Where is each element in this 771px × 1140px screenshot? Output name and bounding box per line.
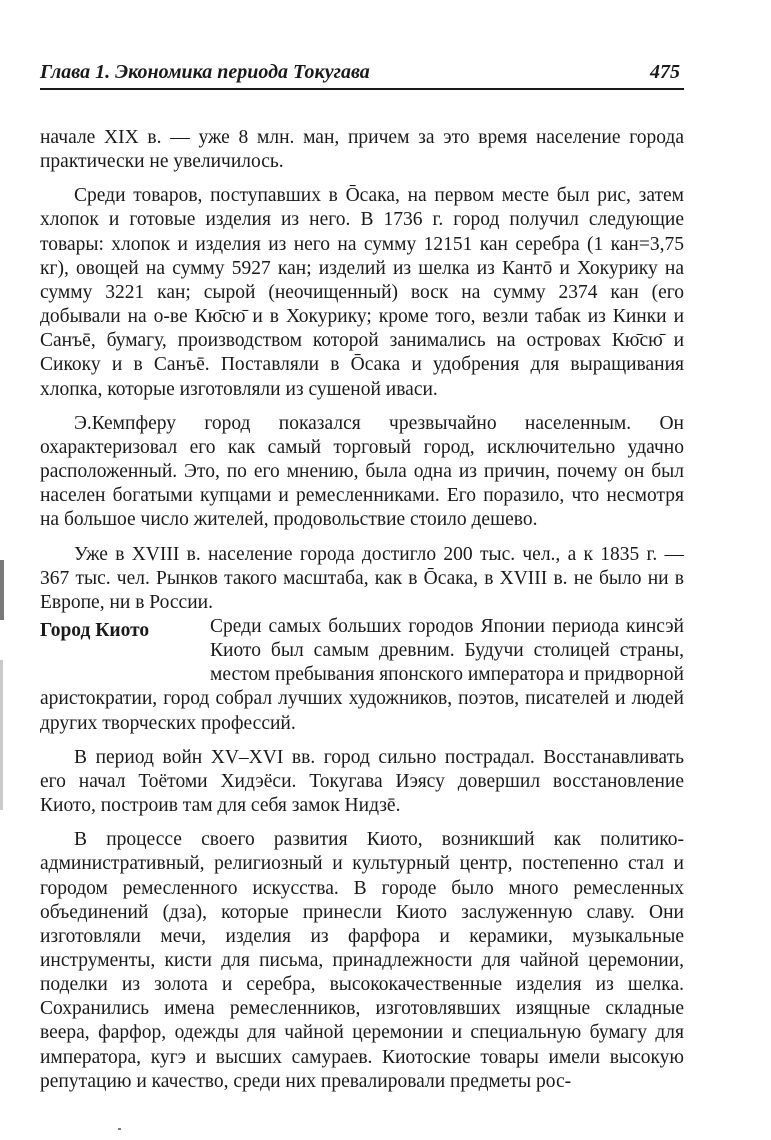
running-header: [40, 58, 684, 90]
paragraph-2: Среди товаров, поступавших в Ōсака, на первом месте был рис, затем хлопок и готовые изделия из него. В 1736 г. город получил следующие товары: хлопок и изделия из него на сумму 12151 кан серебра (1 кан=3,75 кг), овощей на сумму 5927 кан; изделий из шелка из Кантō и Хокурику на сумму 3221 кан; сырой (неочищенный) воск на сумму 2374 кан (его добывали на о-ве Кю̄сю̄ и в Хокурику; кроме того, везли табак из Кинки и Санъē, бумагу, производством которой занимались на островах Кю̄сю̄ и Сикоку и в Санъē. Поставляли в Ōсака и удобрения для выращивания хлопка, которые изготовляли из сушеной иваси.: [40, 185, 684, 400]
paragraph-7: В процессе своего развития Киото, возникший как политико-административный, религиозный и культурный центр, постепенно стал и городом ремесленного искусства. В городе было много ремесленных объединений (дза), которые принесли Киото заслуженную славу. Они изготовляли мечи, изделия из фарфора и керамики, музыкальные инструменты, кисти для письма, принадлежности для чайной церемонии, поделки из золота и серебра, высококачественные изделия из шелка. Сохранились имена ремесленников, изготовлявших изящные складные веера, фарфор, одежды для чайной церемонии и специальную бумагу для императора, кугэ и высших самураев. Киотоские товары имели высокую репутацию и качество, среди них превалировали предметы рос-: [40, 829, 684, 1092]
page-number: 475: [650, 61, 680, 83]
body-text: [40, 126, 684, 1094]
paragraph-3: Э.Кемпферу город показался чрезвычайно населенным. Он охарактеризовал его как самый торговый город, исключительно удачно расположенный. Это, по его мнению, была одна из причин, почему он был населен богатыми купцами и ремесленниками. Его поразило, что несмотря на большое число жителей, продовольствие стоило дешево.: [40, 412, 684, 531]
paragraph-4: Уже в XVIII в. население города достигло 200 тыс. чел., а к 1835 г. — 367 тыс. чел. Рынков такого масштаба, как в Ōсака, в XVIII в. не было ни в Европе, ни в России.: [40, 543, 684, 613]
paragraph-6: В период войн XV–XVI вв. город сильно пострадал. Восстанавливать его начал Тоётоми Хидэёси. Токугава Иэясу довершил восстановление Киото, построив там для себя замок Нидзē.: [40, 746, 684, 817]
paragraph-1: начале XIX в. — уже 8 млн. ман, причем за это время население города практически не увеличилось.: [40, 127, 684, 173]
scan-speck: [118, 1128, 121, 1130]
scan-edge-mark: [0, 560, 4, 620]
scan-edge-shadow: [0, 660, 3, 810]
chapter-title: Глава 1. Экономика периода Токугава: [40, 61, 370, 83]
section-heading: Город Киото: [40, 619, 150, 641]
paragraph-5: Среди самых больших городов Японии периода кинсэй Киото был самым древним. Будучи столицей страны, местом пребывания японского императора и придворной аристократии, город собрал лучших художников, поэтов, писателей и людей других творческих профессий.: [40, 615, 684, 734]
